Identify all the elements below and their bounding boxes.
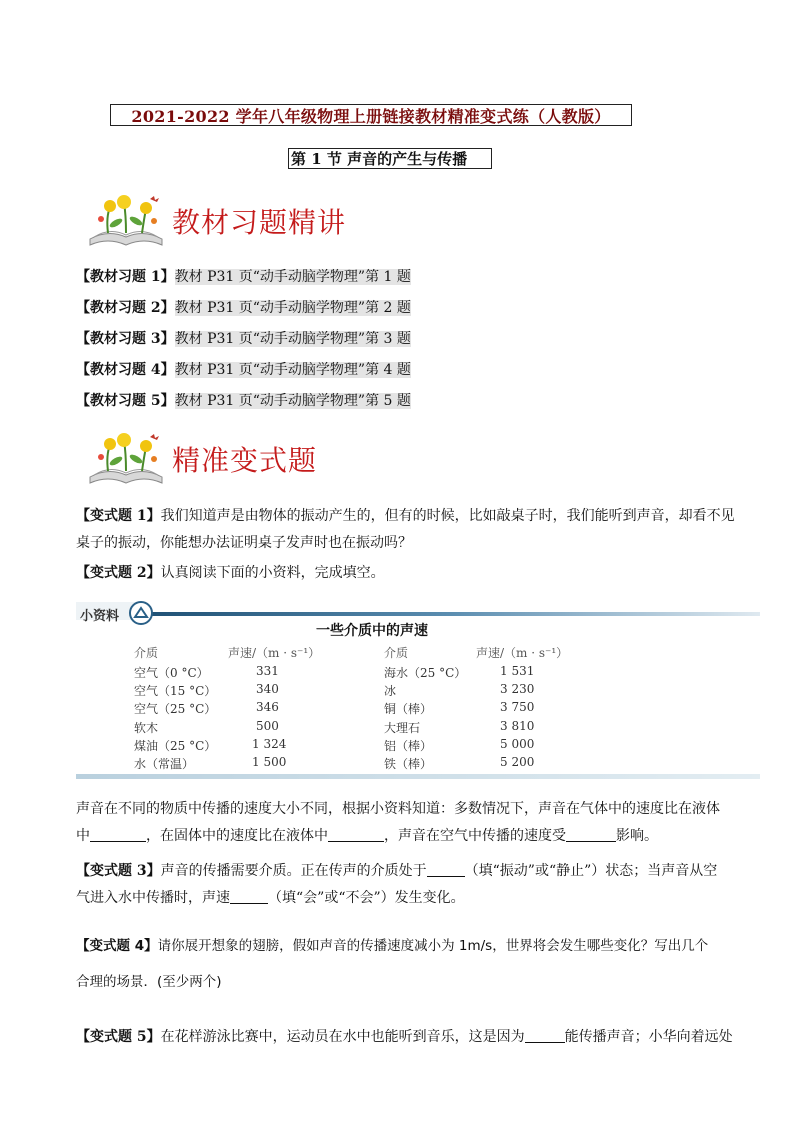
textbook-item bbox=[76, 267, 411, 287]
answer-blank[interactable] bbox=[525, 1028, 565, 1043]
table-cell-speed: 3 230 bbox=[500, 682, 535, 696]
table-cell-speed: 3 810 bbox=[500, 719, 535, 733]
variant-question-3 bbox=[76, 858, 742, 912]
table-cell-speed: 331 bbox=[256, 664, 279, 678]
textbook-item-label: 【教材习题 4】 bbox=[76, 362, 175, 378]
col-header-medium: 介质 bbox=[134, 646, 159, 660]
fill-in-paragraph bbox=[76, 796, 742, 850]
table-cell-medium: 铝（棒） bbox=[384, 739, 433, 753]
section-title-variants: 精准变式题 bbox=[172, 444, 318, 477]
paragraph-text: 影响。 bbox=[616, 828, 658, 844]
answer-blank[interactable] bbox=[566, 827, 616, 842]
info-title: 一些介质中的声速 bbox=[316, 623, 428, 639]
question-text: 气进入水中传播时，声速 bbox=[76, 890, 230, 906]
textbook-item-text: 教材 P31 页“动手动脑学物理”第 1 题 bbox=[174, 269, 411, 285]
textbook-item-label: 【教材习题 5】 bbox=[76, 393, 175, 409]
question-label: 【变式题 3】 bbox=[76, 863, 161, 879]
textbook-item-text: 教材 P31 页“动手动脑学物理”第 3 题 bbox=[174, 331, 411, 347]
question-label: 【变式题 4】 bbox=[76, 938, 158, 954]
table-cell-medium: 冰 bbox=[384, 684, 397, 698]
question-text: 在花样游泳比赛中，运动员在水中也能听到音乐，这是因为 bbox=[160, 1029, 525, 1045]
variant-question-2 bbox=[76, 560, 742, 587]
textbook-item bbox=[76, 391, 411, 411]
table-cell-medium: 软木 bbox=[134, 721, 159, 735]
info-badge-icon bbox=[128, 600, 154, 626]
question-text: 合理的场景．(至少两个) bbox=[76, 974, 222, 990]
question-label: 【变式题 1】 bbox=[76, 508, 161, 524]
textbook-item bbox=[76, 360, 411, 380]
col-header-speed: 声速/（m · s⁻¹） bbox=[476, 646, 569, 660]
question-text: 请你展开想象的翅膀，假如声音的传播速度减小为 1m/s，世界将会发生哪些变化？写出几个 bbox=[157, 938, 709, 954]
section-header-variants bbox=[86, 428, 317, 490]
table-cell-medium: 大理石 bbox=[384, 721, 421, 735]
paragraph-text: 声音在不同的物质中传播的速度大小不同，根据小资料知道：多数情况下，声音在气体中的速度比在液体 bbox=[76, 801, 720, 817]
table-cell-speed: 5 000 bbox=[500, 737, 535, 751]
info-tag: 小资料 bbox=[80, 609, 120, 624]
paragraph-text: 中 bbox=[76, 828, 90, 844]
page-title: 2021-2022 学年八年级物理上册链接教材精准变式练（人教版） bbox=[110, 104, 632, 126]
textbook-item-label: 【教材习题 1】 bbox=[76, 269, 175, 285]
table-cell-speed: 5 200 bbox=[500, 755, 535, 769]
table-cell-speed: 3 750 bbox=[500, 700, 535, 714]
table-cell-medium: 铁（棒） bbox=[384, 757, 433, 771]
textbook-item-text: 教材 P31 页“动手动脑学物理”第 5 题 bbox=[174, 393, 411, 409]
book-flower-icon bbox=[86, 193, 166, 249]
question-text: 声音的传播需要介质。正在传声的介质处于 bbox=[160, 863, 427, 879]
table-cell-medium: 空气（0 °C） bbox=[134, 666, 209, 680]
textbook-item-label: 【教材习题 2】 bbox=[76, 300, 175, 316]
question-label: 【变式题 5】 bbox=[76, 1029, 161, 1045]
paragraph-text: ，声音在空气中传播的速度受 bbox=[384, 828, 566, 844]
table-cell-medium: 水（常温） bbox=[134, 757, 195, 771]
question-text: 能传播声音；小华向着远处 bbox=[564, 1029, 733, 1045]
textbook-item-label: 【教材习题 3】 bbox=[76, 331, 175, 347]
col-header-speed: 声速/（m · s⁻¹） bbox=[228, 646, 321, 660]
section-header-textbook bbox=[86, 190, 346, 252]
answer-blank[interactable] bbox=[328, 827, 384, 842]
table-cell-speed: 1 500 bbox=[252, 755, 287, 769]
info-bottom-bar bbox=[76, 774, 760, 779]
table-cell-medium: 空气（15 °C） bbox=[134, 684, 217, 698]
question-text: 认真阅读下面的小资料，完成填空。 bbox=[160, 565, 385, 581]
variant-question-1 bbox=[76, 503, 742, 557]
section-subtitle: 第 1 节 声音的产生与传播 bbox=[288, 148, 492, 169]
textbook-item bbox=[76, 298, 411, 318]
table-cell-speed: 346 bbox=[256, 700, 279, 714]
answer-blank[interactable] bbox=[90, 827, 146, 842]
section-title-textbook: 教材习题精讲 bbox=[172, 206, 347, 239]
speed-of-sound-table bbox=[76, 598, 760, 780]
textbook-item bbox=[76, 329, 411, 349]
table-cell-speed: 1 531 bbox=[500, 664, 535, 678]
table-cell-speed: 1 324 bbox=[252, 737, 287, 751]
question-label: 【变式题 2】 bbox=[76, 565, 161, 581]
question-text: （填“振动”或“静止”）状态；当声音从空 bbox=[464, 863, 718, 879]
variant-question-4 bbox=[76, 928, 742, 1000]
table-cell-medium: 空气（25 °C） bbox=[134, 702, 217, 716]
variant-question-5 bbox=[76, 1024, 742, 1051]
textbook-item-text: 教材 P31 页“动手动脑学物理”第 2 题 bbox=[174, 300, 411, 316]
table-cell-medium: 煤油（25 °C） bbox=[134, 739, 217, 753]
question-text: （填“会”或“不会”）发生变化。 bbox=[268, 890, 465, 906]
table-cell-medium: 海水（25 °C） bbox=[384, 666, 467, 680]
book-flower-icon bbox=[86, 431, 166, 487]
textbook-item-text: 教材 P31 页“动手动脑学物理”第 4 题 bbox=[174, 362, 411, 378]
col-header-medium: 介质 bbox=[384, 646, 409, 660]
paragraph-text: ，在固体中的速度比在液体中 bbox=[146, 828, 328, 844]
answer-blank[interactable] bbox=[427, 862, 465, 877]
table-cell-speed: 500 bbox=[256, 719, 279, 733]
question-text: 我们知道声是由物体的振动产生的，但有的时候，比如敲桌子时，我们能听到声音，却看不见桌子的振动，你能想办法证明桌子发声时也在振动吗？ bbox=[76, 508, 735, 551]
table-cell-speed: 340 bbox=[256, 682, 279, 696]
answer-blank[interactable] bbox=[230, 889, 268, 904]
table-cell-medium: 铜（棒） bbox=[384, 702, 433, 716]
